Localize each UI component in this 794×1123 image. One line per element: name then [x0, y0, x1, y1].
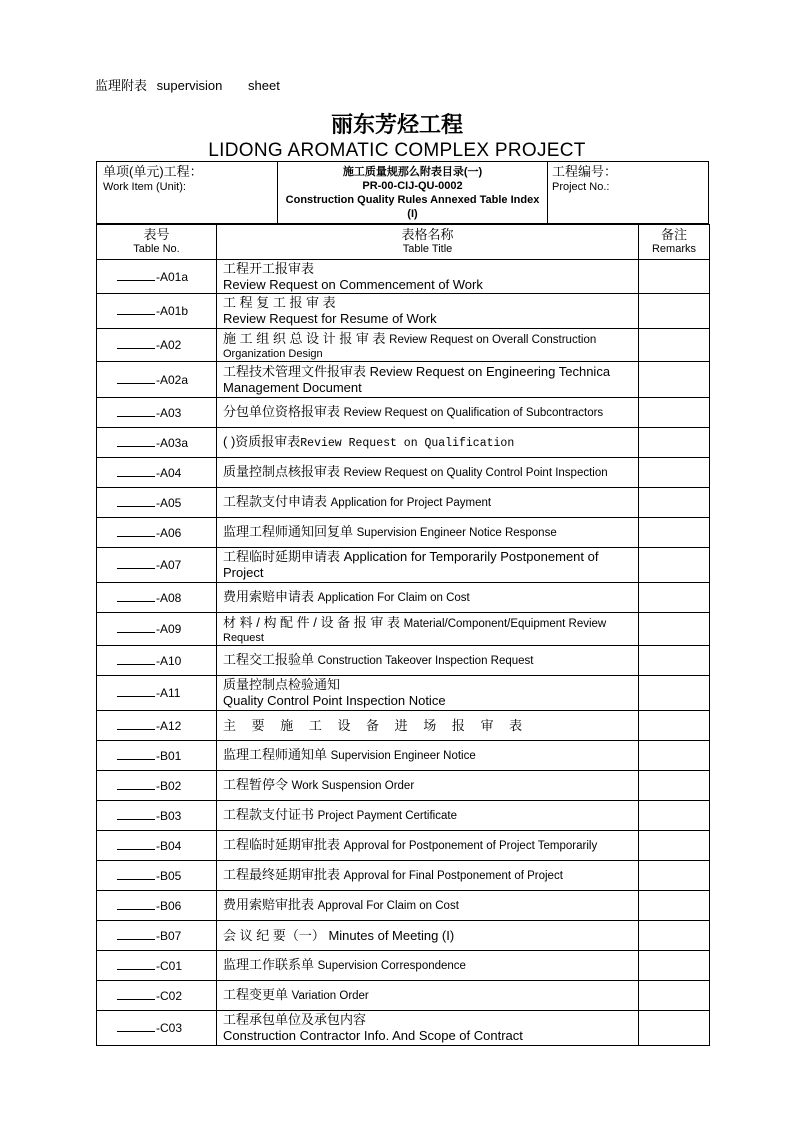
- title-en: Minutes of Meeting (I): [328, 927, 455, 943]
- blank-underline: [117, 869, 155, 880]
- table-no-cell: [97, 428, 217, 458]
- table-title-cell: [217, 711, 639, 741]
- title-cn: 工程交工报验单: [223, 652, 315, 667]
- title-cn: 质量控制点检验通知: [223, 677, 341, 692]
- title-en: Supervision Engineer Notice: [330, 750, 476, 762]
- title-en: Approval For Claim on Cost: [317, 900, 459, 912]
- blank-underline: [117, 526, 155, 537]
- title-cn: 监理工程师通知回复单: [223, 524, 354, 539]
- title-cn: 施 工 组 织 总 设 计 报 审 表: [223, 330, 386, 346]
- title-cn: 费用索赔审批表: [223, 897, 315, 912]
- table-row: [97, 458, 710, 488]
- blank-underline: [117, 496, 155, 507]
- title-en: Review Request for Resume of Work: [223, 311, 437, 326]
- table-no-cell: [97, 921, 217, 951]
- table-no-cell: [97, 1011, 217, 1046]
- title-chinese: 丽东芳烃工程: [330, 112, 463, 138]
- blank-underline: [117, 989, 155, 1000]
- table-no-text: -B07: [156, 928, 182, 943]
- title-en: Review Request on Qualification of Subcontractors: [343, 407, 604, 419]
- title-cn: 工程开工报审表: [223, 260, 315, 276]
- table-no-text: -A06: [156, 525, 182, 540]
- title-en: Application For Claim on Cost: [317, 592, 470, 604]
- table-no-text: -A10: [156, 653, 182, 668]
- table-row: [97, 362, 710, 398]
- blank-underline: [117, 749, 155, 760]
- remarks-cell: [639, 518, 710, 548]
- work-item-label-en: Work Item (Unit):: [103, 181, 186, 193]
- table-no-cell: [97, 891, 217, 921]
- table-no-text: -A07: [156, 558, 182, 572]
- info-header: [96, 161, 709, 224]
- blank-underline: [117, 338, 155, 349]
- table-no-text: -C01: [156, 958, 183, 973]
- title-en: Construction Takeover Inspection Request: [317, 655, 534, 667]
- header-note-en1: supervision: [156, 78, 223, 93]
- title-en: Application for Project Payment: [330, 497, 492, 509]
- table-title-cell: [217, 676, 639, 711]
- table-no-text: -A02: [156, 338, 182, 352]
- project-no-label-en: Project No.:: [552, 181, 610, 193]
- blank-underline: [117, 959, 155, 970]
- table-title-cell: [217, 891, 639, 921]
- table-no-cell: [97, 294, 217, 329]
- remarks-cell: [639, 891, 710, 921]
- column-header-table-title: [217, 225, 639, 260]
- title-cn: 工程最终延期审批表: [223, 867, 341, 882]
- column-header-table-no: [97, 225, 217, 260]
- header-note: [95, 75, 280, 94]
- title-en: Review Request on Quality Control Point Inspection: [343, 467, 608, 479]
- project-no-label-cn: 工程编号：: [552, 164, 618, 179]
- title-line-1: [223, 331, 636, 348]
- table-row: [97, 771, 710, 801]
- column-header-table-title-cn: 表格名称: [401, 227, 454, 242]
- remarks-cell: [639, 741, 710, 771]
- header-note-cn: 监理附表: [95, 78, 148, 93]
- header-note-en2: sheet: [248, 78, 280, 93]
- remarks-cell: [639, 458, 710, 488]
- column-header-remarks: [639, 225, 710, 260]
- work-item-cell: [97, 162, 278, 223]
- table-title-cell: [217, 362, 639, 398]
- table-title-cell: [217, 951, 639, 981]
- table-no-cell: [97, 741, 217, 771]
- blank-underline: [117, 466, 155, 477]
- table-no-text: -A11: [156, 686, 181, 700]
- remarks-cell: [639, 831, 710, 861]
- table-no-cell: [97, 488, 217, 518]
- remarks-cell: [639, 771, 710, 801]
- remarks-cell: [639, 646, 710, 676]
- table-no-cell: [97, 831, 217, 861]
- table-no-text: -A12: [156, 718, 182, 733]
- remarks-cell: [639, 428, 710, 458]
- remarks-cell: [639, 329, 710, 362]
- remarks-cell: [639, 981, 710, 1011]
- title-line-1: [223, 364, 636, 380]
- table-title-cell: [217, 861, 639, 891]
- table-no-cell: [97, 711, 217, 741]
- table-title-cell: [217, 398, 639, 428]
- table-row: [97, 329, 710, 362]
- column-header-row: [97, 225, 710, 260]
- title-cn: 费用索赔申请表: [223, 589, 315, 604]
- table-row: [97, 294, 710, 329]
- remarks-cell: [639, 488, 710, 518]
- table-title-cell: [217, 260, 639, 294]
- table-row: [97, 921, 710, 951]
- title-cn: 材 料 / 构 配 件 / 设 备 报 审 表: [223, 614, 400, 630]
- remarks-cell: [639, 398, 710, 428]
- table-no-text: -A08: [156, 590, 182, 605]
- blank-underline: [117, 839, 155, 850]
- table-title-cell: [217, 771, 639, 801]
- project-no-cell: [548, 162, 708, 223]
- title-en: Supervision Correspondence: [317, 960, 466, 972]
- table-title-cell: [217, 583, 639, 613]
- remarks-cell: [639, 294, 710, 329]
- table-row: [97, 861, 710, 891]
- title-cn: 工程变更单: [223, 987, 289, 1002]
- title-en-continued: Request: [223, 631, 264, 644]
- blank-underline: [117, 686, 155, 697]
- column-header-remarks-en: Remarks: [651, 243, 696, 255]
- table-no-text: -B04: [156, 838, 182, 853]
- title-cn: ( )资质报审表: [223, 433, 301, 449]
- blank-underline: [117, 779, 155, 790]
- table-no-text: -A01a: [156, 269, 189, 284]
- table-no-cell: [97, 362, 217, 398]
- title-cn: 工程临时延期审批表: [223, 837, 341, 852]
- table-title-cell: [217, 981, 639, 1011]
- table-row: [97, 583, 710, 613]
- title-en: Review Request on Qualification: [300, 436, 515, 450]
- title-cn: 工 程 复 工 报 审 表: [223, 295, 336, 310]
- title-en: Material/Component/Equipment Review: [403, 617, 607, 630]
- blank-underline: [117, 436, 155, 447]
- title-en: Quality Control Point Inspection Notice: [223, 693, 446, 708]
- remarks-cell: [639, 583, 710, 613]
- title-en: Application for Temporarily Postponement of: [343, 549, 599, 564]
- table-no-cell: [97, 458, 217, 488]
- remarks-cell: [639, 1011, 710, 1046]
- title-cn: 监理工作联系单: [223, 957, 315, 972]
- title-en: Supervision Engineer Notice Response: [356, 527, 557, 539]
- table-no-text: -A03a: [156, 435, 189, 450]
- remarks-cell: [639, 861, 710, 891]
- table-no-cell: [97, 861, 217, 891]
- table-no-cell: [97, 583, 217, 613]
- blank-underline: [117, 591, 155, 602]
- table-title-cell: [217, 1011, 639, 1046]
- table-title-cell: [217, 801, 639, 831]
- blank-underline: [117, 304, 155, 315]
- table-row: [97, 518, 710, 548]
- title-en: Variation Order: [291, 990, 369, 1002]
- title-cn: 主 要 施 工 设 备 进 场 报 审 表: [223, 717, 529, 733]
- remarks-cell: [639, 921, 710, 951]
- column-header-table-no-cn: 表号: [143, 227, 170, 242]
- title-line-1: [223, 615, 636, 632]
- remarks-cell: [639, 801, 710, 831]
- table-no-cell: [97, 398, 217, 428]
- remarks-cell: [639, 362, 710, 398]
- table-no-cell: [97, 771, 217, 801]
- title-en: Construction Contractor Info. And Scope of Contract: [223, 1028, 523, 1043]
- table-title-cell: [217, 548, 639, 583]
- table-row: [97, 741, 710, 771]
- table-row: [97, 488, 710, 518]
- table-no-text: -B01: [156, 748, 182, 763]
- title-cn: 质量控制点核报审表: [223, 464, 341, 479]
- document-title-cn: 施工质量规那么附表目录(一): [342, 166, 483, 178]
- title-cn: 工程临时延期申请表: [223, 549, 341, 564]
- document-title-cell: [278, 162, 548, 223]
- table-row: [97, 1011, 710, 1046]
- title-cn: 工程技术管理文件报审表: [223, 363, 367, 379]
- table-no-text: -C02: [156, 988, 183, 1003]
- table-row: [97, 831, 710, 861]
- title-en: Project Payment Certificate: [317, 810, 457, 822]
- blank-underline: [117, 719, 155, 730]
- table-title-cell: [217, 294, 639, 329]
- blank-underline: [117, 373, 155, 384]
- table-no-cell: [97, 801, 217, 831]
- table-title-cell: [217, 458, 639, 488]
- blank-underline: [117, 622, 155, 633]
- table-no-text: -A04: [156, 465, 182, 480]
- table-row: [97, 646, 710, 676]
- table-no-cell: [97, 613, 217, 646]
- document-title-en: Construction Quality Rules Annexed Table Index (I): [285, 194, 540, 220]
- table-title-cell: [217, 488, 639, 518]
- table-row: [97, 428, 710, 458]
- table-row: [97, 951, 710, 981]
- table-row: [97, 981, 710, 1011]
- title-en: Review Request on Engineering Technica: [369, 363, 611, 379]
- remarks-cell: [639, 676, 710, 711]
- table-no-text: -A09: [156, 622, 182, 636]
- title-en-continued: Management Document: [223, 379, 362, 395]
- title-en-continued: Project: [223, 565, 264, 580]
- table-no-cell: [97, 676, 217, 711]
- table-no-text: -B03: [156, 808, 182, 823]
- blank-underline: [117, 929, 155, 940]
- table-title-cell: [217, 921, 639, 951]
- blank-underline: [117, 270, 155, 281]
- table-no-cell: [97, 329, 217, 362]
- blank-underline: [117, 654, 155, 665]
- title-en: Review Request on Commencement of Work: [223, 276, 483, 292]
- title-cn: 工程款支付证书: [223, 807, 315, 822]
- table-row: [97, 613, 710, 646]
- column-header-remarks-cn: 备注: [660, 227, 687, 242]
- table-no-cell: [97, 981, 217, 1011]
- blank-underline: [117, 899, 155, 910]
- column-header-table-title-en: Table Title: [402, 243, 453, 255]
- remarks-cell: [639, 711, 710, 741]
- table-title-cell: [217, 646, 639, 676]
- table-no-text: -A03: [156, 405, 182, 420]
- table-row: [97, 711, 710, 741]
- title-cn: 工程暂停令: [223, 777, 289, 792]
- table-row: [97, 801, 710, 831]
- table-no-text: -B06: [156, 898, 182, 913]
- blank-underline: [117, 558, 155, 569]
- remarks-cell: [639, 260, 710, 294]
- table-no-cell: [97, 518, 217, 548]
- title-cn: 会 议 纪 要（一）: [223, 927, 325, 943]
- table-title-cell: [217, 518, 639, 548]
- column-header-table-no-en: Table No.: [133, 243, 180, 255]
- title-line-1: [223, 549, 636, 565]
- table-title-cell: [217, 428, 639, 458]
- title-cn: 监理工程师通知单: [223, 747, 328, 762]
- table-no-text: -A02a: [156, 372, 189, 387]
- title-en: Work Suspension Order: [291, 780, 415, 792]
- table-no-cell: [97, 951, 217, 981]
- table-no-text: -C03: [156, 1021, 183, 1035]
- table-no-text: -A05: [156, 495, 182, 510]
- table-title-cell: [217, 613, 639, 646]
- blank-underline: [117, 809, 155, 820]
- table-row: [97, 398, 710, 428]
- table-title-cell: [217, 329, 639, 362]
- table-no-cell: [97, 260, 217, 294]
- table-no-text: -A01b: [156, 304, 189, 318]
- title-cn: 分包单位资格报审表: [223, 404, 341, 419]
- table-title-cell: [217, 741, 639, 771]
- title-en: Review Request on Overall Construction: [389, 333, 597, 346]
- table-row: [97, 891, 710, 921]
- title-cn: 工程款支付申请表: [223, 494, 328, 509]
- table-row: [97, 676, 710, 711]
- table-no-cell: [97, 646, 217, 676]
- title-english: LIDONG AROMATIC COMPLEX PROJECT: [208, 140, 586, 161]
- table-no-text: -B05: [156, 868, 182, 883]
- remarks-cell: [639, 548, 710, 583]
- remarks-cell: [639, 613, 710, 646]
- title-en: Approval for Final Postponement of Project: [343, 870, 563, 882]
- table-row: [97, 260, 710, 294]
- index-table: [96, 224, 710, 1046]
- table-no-cell: [97, 548, 217, 583]
- blank-underline: [117, 1021, 155, 1032]
- title-en-continued: Organization Design: [223, 347, 323, 360]
- table-row: [97, 548, 710, 583]
- work-item-label-cn: 单项(单元)工程：: [103, 164, 203, 179]
- table-no-text: -B02: [156, 778, 182, 793]
- title-cn: 工程承包单位及承包内容: [223, 1012, 367, 1027]
- blank-underline: [117, 406, 155, 417]
- title-en: Approval for Postponement of Project Temporarily: [343, 840, 598, 852]
- document-code: PR-00-CIJ-QU-0002: [362, 180, 463, 192]
- table-title-cell: [217, 831, 639, 861]
- remarks-cell: [639, 951, 710, 981]
